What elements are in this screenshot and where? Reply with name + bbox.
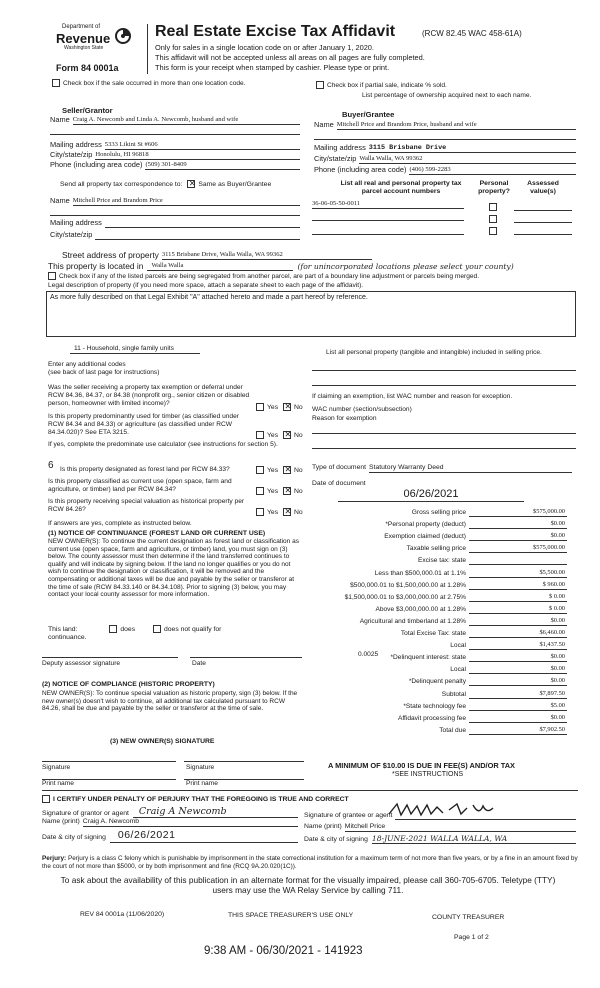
tax-row	[312, 581, 572, 590]
see-instructions: *SEE INSTRUCTIONS	[392, 771, 464, 778]
q-current-use: Is this property classified as current use (open space, farm and agriculture, or timber) land per RCW 84.34?	[48, 478, 232, 493]
yes-label: Yes	[267, 487, 279, 495]
tax-row	[312, 714, 572, 723]
notice-3-title: (3) NEW OWNER(S) SIGNATURE	[110, 738, 215, 745]
tax-row-value[interactable]: $5,500.00	[469, 569, 567, 578]
buyer-phone-label: Phone (including area code)	[314, 165, 407, 174]
buyer-city-row	[314, 155, 576, 164]
certify-checkbox[interactable]	[42, 795, 50, 803]
reason-label: Reason for exemption	[312, 415, 377, 422]
tax-row-label: *Delinquent interest: state	[390, 654, 466, 662]
current-use-no-checkbox[interactable]	[283, 487, 291, 495]
tax-row-value[interactable]: $0.00	[469, 665, 567, 674]
tax-row-value[interactable]: $0.00	[469, 532, 567, 541]
timber-yes-checkbox[interactable]	[256, 431, 264, 439]
alt-format-note: To ask about the availability of this publication in an alternate format for the visually impaired, please call 360-705-6705. Teletype (TTY) users may use the WA Relay Service by calling 711.	[60, 875, 556, 896]
buyer-city-field[interactable]: Walla Walla, WA 99362	[359, 155, 576, 164]
q-timber	[48, 413, 254, 437]
personal-checkbox-1[interactable]	[489, 203, 497, 211]
seller-phone-label: Phone (including area code)	[50, 160, 143, 169]
q-historical-answers	[256, 508, 303, 517]
historical-yes-checkbox[interactable]	[256, 508, 264, 516]
grantee-name-label: Name (print)	[304, 823, 342, 830]
tax-row-label: Gross selling price	[411, 509, 466, 517]
timestamp-stamp: 9:38 AM - 06/30/2021 - 141923	[204, 945, 363, 957]
tax-row-value[interactable]: $0.00	[469, 653, 567, 662]
doc-type-field[interactable]: Statutory Warranty Deed	[369, 464, 572, 473]
tax-row-label: Excise tax: state	[417, 557, 466, 565]
exemption-line-1[interactable]	[312, 433, 576, 434]
personal-heading-1: Personal	[479, 180, 509, 187]
seller-city-row	[50, 151, 300, 160]
signature-label-1: Signature	[42, 764, 71, 771]
buyer-mail-row	[314, 144, 576, 153]
doc-date-label: Date of document	[312, 480, 366, 487]
seller-city-label: City/state/zip	[50, 150, 93, 159]
does-not-qualify-checkbox[interactable]	[153, 625, 161, 633]
forest-no-checkbox[interactable]	[283, 466, 291, 474]
q-timber-answers	[256, 431, 303, 440]
corr-city-row	[50, 231, 300, 240]
local-rate: 0.0025	[358, 651, 379, 658]
checkbox[interactable]	[316, 81, 324, 89]
tax-row-value[interactable]: $575,000.00	[469, 544, 567, 553]
timber-no-checkbox[interactable]	[283, 431, 291, 439]
county-treasurer: COUNTY TREASURER	[432, 914, 505, 921]
new-owner-sig-line-1[interactable]	[42, 761, 176, 762]
exemption-note: If claiming an exemption, list WAC number and reason for exception.	[312, 393, 513, 400]
certify-heading	[42, 795, 349, 804]
buyer-mail-label: Mailing address	[314, 143, 366, 152]
grantor-name-row	[42, 818, 298, 827]
q-historical: Is this property receiving special valuation as historical property per RCW 84.26?	[48, 498, 245, 513]
buyer-heading: Buyer/Grantee	[342, 110, 395, 119]
q-forest: Is this property designated as forest land per RCW 84.33?	[60, 466, 230, 473]
correspondence-row	[60, 180, 271, 189]
unincorporated-note: (for unincorporated locations please select your county)	[297, 261, 514, 271]
grantor-name-field[interactable]: Craig A. Newcomb	[83, 818, 298, 827]
grantor-sig-label: Signature of grantor or agent	[42, 810, 129, 818]
assessed-value-2[interactable]	[514, 222, 572, 223]
tax-row	[312, 556, 572, 565]
personal-heading-2: property?	[478, 188, 510, 196]
same-as-buyer-label: Same as Buyer/Grantee	[198, 180, 272, 188]
tax-row	[312, 677, 572, 686]
tax-row-label: Subtotal	[441, 690, 466, 698]
yes-label: Yes	[267, 508, 279, 516]
parcel-number-1[interactable]: 36-06-05-50-0011	[312, 200, 464, 209]
grantor-sig-row	[42, 806, 298, 818]
partial-sale-label: Check box if partial sale, indicate % sold.	[327, 81, 447, 89]
tax-row	[312, 544, 572, 553]
tax-row	[312, 520, 572, 529]
checkbox[interactable]	[52, 79, 60, 87]
forest-yes-checkbox[interactable]	[256, 466, 264, 474]
this-land-label: This land:	[48, 625, 78, 633]
yes-label: Yes	[267, 431, 279, 439]
additional-codes-1: Enter any additional codes	[48, 361, 126, 368]
buyer-city-label: City/state/zip	[314, 154, 357, 163]
personal-checkbox-3[interactable]	[489, 227, 497, 235]
tax-row	[312, 532, 572, 541]
grantor-date-label: Date & city of signing	[42, 834, 106, 842]
tax-row-value[interactable]: $0.00	[469, 520, 567, 529]
grantee-date-row	[304, 834, 576, 844]
tax-row-label: Total due	[439, 726, 466, 734]
tax-row	[312, 653, 572, 662]
tax-row-value[interactable]: $6,460.00	[469, 629, 567, 638]
checkbox[interactable]	[48, 272, 56, 280]
located-label: This property is located in	[48, 261, 144, 271]
grantee-name-field[interactable]: Mitchell Price	[345, 823, 576, 832]
seller-city-field[interactable]: Honolulu, HI 96818	[95, 151, 300, 160]
tax-row-label: *Personal property (deduct)	[385, 521, 466, 529]
tax-row-value[interactable]: $7,902.50	[469, 726, 567, 735]
tax-row-value[interactable]	[469, 556, 567, 565]
deputy-signature-label: Deputy assessor signature	[42, 660, 121, 667]
tax-row	[312, 508, 572, 517]
perjury-label: Perjury:	[42, 855, 67, 862]
segregating-label: Check box if any of the listed parcels are being segregated from another parcel, are part of a boundary line adjustment or parcels being merged.	[59, 272, 480, 280]
assessed-heading-1: Assessed	[527, 180, 559, 187]
legal-label: Legal description of property (if you need more space, attach a separate sheet to each page of the affidavit).	[48, 282, 364, 289]
buyer-name-row	[314, 121, 576, 130]
street-label: Street address of property	[62, 250, 159, 260]
seller-phone-field[interactable]: (509) 301-8409	[145, 161, 300, 170]
additional-codes-label	[48, 361, 159, 377]
seller-name-label: Name	[50, 115, 70, 124]
no-label: No	[293, 508, 303, 516]
personal-heading	[476, 180, 512, 196]
q-exemption-text: Was the seller receiving a property tax exemption or deferral under RCW 84.36, 84.37, or 84.38 (nonprofit org., senior citizen or disabled person, homeowner with limited income)?	[48, 384, 250, 407]
no-label: No	[293, 487, 303, 495]
tax-row	[312, 629, 572, 638]
exemption-no-checkbox[interactable]	[283, 403, 291, 411]
seller-mail-field[interactable]: 5333 Likini St #606	[105, 141, 300, 150]
grantee-date-field[interactable]: 18-JUNE-2021 WALLA WALLA, WA	[372, 834, 576, 844]
corr-mail-label: Mailing address	[50, 218, 102, 227]
yes-label: Yes	[267, 466, 279, 474]
corr-mail-field[interactable]	[105, 219, 300, 228]
revenue-wordmark: Revenue	[56, 31, 111, 46]
segregating-check[interactable]	[48, 272, 479, 281]
parcel-heading	[326, 180, 476, 196]
grantee-sig-label: Signature of grantee or agent	[304, 811, 393, 819]
no-label: No	[293, 403, 303, 411]
personal-checkbox-2[interactable]	[489, 215, 497, 223]
correspondence-label: Send all property tax correspondence to:	[60, 180, 183, 188]
partial-sale-check[interactable]	[316, 81, 447, 90]
multi-location-label: Check box if the sale occurred in more than one location code.	[63, 79, 246, 87]
doc-date-field[interactable]: 06/26/2021	[338, 488, 524, 502]
doc-type-row	[312, 464, 572, 473]
continuance-label: continuance.	[48, 634, 87, 641]
does-not-label: does not qualify for	[164, 625, 222, 633]
no-label: No	[293, 431, 303, 439]
grantor-signature[interactable]: Craig A Newcomb	[133, 806, 298, 818]
q-predominate: If yes, complete the predominate use calculator (see instructions for section 5).	[48, 441, 278, 448]
parcel-heading-2: parcel account numbers	[361, 188, 441, 196]
form-number: Form 84 0001a	[56, 63, 119, 73]
tax-row-label: Agricultural and timberland at 1.28%	[359, 617, 466, 625]
current-use-yes-checkbox[interactable]	[256, 487, 264, 495]
rcw-reference: (RCW 82.45 WAC 458-61A)	[422, 29, 522, 38]
tax-row-label: Taxable selling price	[406, 545, 466, 553]
corr-name-field[interactable]: Mitchell Price and Brandom Price	[73, 197, 300, 206]
does-qualify-checkbox[interactable]	[109, 625, 117, 633]
assessed-heading	[520, 180, 566, 196]
tax-row-value[interactable]: $575,000.00	[469, 508, 567, 517]
notice-1-title: (1) NOTICE OF CONTINUANCE (FOREST LAND OR CURRENT USE)	[48, 530, 266, 537]
tax-row-value[interactable]: $ 0.00	[469, 605, 567, 614]
does-label: does	[120, 625, 136, 633]
q-current-use-answers	[256, 487, 303, 496]
if-yes-instruction: If answers are yes, complete as instructed below.	[48, 520, 192, 527]
certify-divider	[42, 790, 578, 791]
tax-row-label: Affidavit processing fee	[397, 714, 466, 722]
this-land-row	[48, 625, 221, 634]
seller-mail-row	[50, 141, 300, 150]
tax-row-value[interactable]: $1,437.50	[469, 641, 567, 650]
tax-row-value[interactable]: $5.00	[469, 702, 567, 711]
seller-name-row	[50, 116, 300, 125]
located-field[interactable]: Walla Walla	[147, 262, 293, 271]
tax-row	[312, 605, 572, 614]
tax-row-label: Less than $500,000.01 at 1.1%	[374, 569, 466, 577]
state-line: Washington State	[64, 45, 104, 51]
print-name-label-1: Print name	[42, 780, 74, 787]
print-name-label-2: Print name	[186, 780, 218, 787]
seller-name-field[interactable]: Craig A. Newcomb and Linda A. Newcomb, husband and wife	[73, 116, 300, 125]
tax-row	[312, 726, 572, 735]
q-timber-text: Is this property predominantly used for timber (as classified under RCW 84.34 and 84.33) or agriculture (as classified under RCW 84.34.020)? See ETA 3215.	[48, 413, 239, 436]
tax-row-label: Above $3,000,000.00 at 1.28%	[375, 605, 466, 613]
additional-codes-2: (see back of last page for instructions)	[48, 368, 160, 376]
page-title: Real Estate Excise Tax Affidavit	[155, 23, 396, 40]
multi-location-check[interactable]	[52, 79, 246, 88]
assessed-heading-2: value(s)	[530, 188, 556, 196]
street-field[interactable]: 3115 Brisbane Drive, Walla Walla, WA 99362	[162, 251, 372, 260]
parcel-number-2[interactable]	[312, 220, 464, 221]
corr-city-field[interactable]	[95, 231, 300, 240]
grantor-name-label: Name (print)	[42, 818, 80, 825]
exemption-line-2[interactable]	[312, 448, 576, 449]
parcel-heading-1: List all real and personal property tax	[340, 180, 462, 187]
header-note-3: This form is your receipt when stamped by cashier. Please type or print.	[155, 63, 390, 72]
buyer-name-line-2	[314, 139, 576, 140]
same-as-buyer-checkbox[interactable]	[187, 180, 195, 188]
personal-property-line-2[interactable]	[312, 385, 576, 386]
treasurer-use: THIS SPACE TREASURER'S USE ONLY	[228, 912, 354, 919]
tax-row-value[interactable]: $0.00	[469, 714, 567, 723]
corr-name-line-2	[50, 215, 300, 216]
seller-phone-row	[50, 161, 300, 170]
tax-row	[312, 690, 572, 699]
exemption-yes-checkbox[interactable]	[256, 403, 264, 411]
grantor-date-row	[42, 829, 298, 843]
tax-row-value[interactable]: $ 0.00	[469, 593, 567, 602]
new-owner-sig-line-2[interactable]	[184, 761, 304, 762]
seller-name-line-2	[50, 134, 300, 135]
corr-name-label: Name	[50, 196, 70, 205]
header-note-2: This affidavit will not be accepted unless all areas on all pages are fully completed.	[155, 53, 425, 62]
rev-number: REV 84 0001a (11/06/2020)	[80, 911, 165, 918]
tax-row	[312, 617, 572, 626]
buyer-phone-row	[314, 166, 576, 175]
corr-city-label: City/state/zip	[50, 230, 93, 239]
parcel-number-3[interactable]	[312, 234, 464, 235]
tax-row-value[interactable]: $0.00	[469, 677, 567, 686]
q-exemption	[48, 384, 254, 408]
correspondence-name-row	[50, 197, 300, 206]
tax-row-label: $1,500,000.01 to $3,000,000.00 at 2.75%	[344, 593, 466, 601]
buyer-mail-field[interactable]: 3115 Brisbane Drive	[369, 144, 576, 153]
legal-description-box[interactable]	[46, 291, 576, 337]
tax-row-label: *State technology fee	[403, 702, 466, 710]
grantee-name-row	[304, 823, 576, 832]
buyer-name-label: Name	[314, 120, 334, 129]
grantee-date-label: Date & city of signing	[304, 835, 368, 843]
tax-row	[312, 641, 572, 650]
signature-label-2: Signature	[186, 764, 215, 771]
certify-text: I CERTIFY UNDER PENALTY OF PERJURY THAT THE FOREGOING IS TRUE AND CORRECT	[53, 795, 349, 803]
personal-property-note: List all personal property (tangible and intangible) included in selling price.	[326, 349, 542, 356]
tax-row-label: Local	[450, 642, 466, 650]
use-code-field[interactable]: 11 - Household, single family units	[70, 345, 200, 354]
grantee-signature[interactable]	[395, 806, 576, 820]
tax-row-label: $500,000.01 to $1,500,000.00 at 1.28%	[350, 581, 466, 589]
ownership-note: List percentage of ownership acquired next to each name.	[362, 92, 532, 99]
perjury-note	[42, 855, 578, 870]
personal-property-line-1[interactable]	[312, 370, 576, 371]
notice-2-body: NEW OWNER(S): To continue special valuation as historic property, sign (3) below. If the new owner(s) doesn't wish to continue, all additional tax calculated pursuant to RCW 84.26, shall be due and payable by the seller or transferor at the time of sale.	[42, 690, 298, 713]
header-divider	[147, 24, 148, 74]
tax-row	[312, 569, 572, 578]
no-label: No	[293, 466, 303, 474]
dept-logo	[52, 24, 148, 58]
section-six-number: 6	[48, 460, 54, 471]
seller-mail-label: Mailing address	[50, 140, 102, 149]
located-row	[48, 261, 568, 271]
yes-label: Yes	[267, 403, 279, 411]
page-number: Page 1 of 2	[454, 934, 489, 941]
notice-2-title: (2) NOTICE OF COMPLIANCE (HISTORIC PROPERTY)	[42, 681, 215, 688]
wac-label: WAC number (section/subsection)	[312, 406, 412, 413]
tax-row	[312, 665, 572, 674]
doc-type-label: Type of document	[312, 464, 367, 471]
grantee-sig-row	[304, 806, 576, 820]
tax-row-value[interactable]: $7,897.50	[469, 690, 567, 699]
tax-row-label: Exemption claimed (deduct)	[384, 533, 466, 541]
minimum-due-note: A MINIMUM OF $10.00 IS DUE IN FEE(S) AND/OR TAX	[328, 761, 515, 770]
tax-row	[312, 702, 572, 711]
deputy-date-label: Date	[192, 660, 206, 667]
corr-mail-row	[50, 219, 300, 228]
grantee-signature-scribble	[387, 802, 507, 818]
q-exemption-answers	[256, 403, 303, 412]
street-row	[62, 250, 372, 260]
buyer-phone-field[interactable]: (406) 599-2283	[409, 166, 576, 175]
buyer-name-field[interactable]: Mitchell Price and Brandom Price, husband and wife	[337, 121, 576, 130]
tax-row-label: Local	[450, 666, 466, 674]
perjury-text: Perjury is a class C felony which is punishable by imprisonment in the state correctional institution for a maximum term of not more than five years, or by a fine in an amount fixed by the court of not more than $5000, or by both imprisonment and fine (RCQ 9A.20.020(1C)).	[42, 855, 578, 870]
revenue-logo-icon	[114, 27, 132, 45]
historical-no-checkbox[interactable]	[283, 508, 291, 516]
tax-row-label: Total Excise Tax: state	[400, 630, 466, 638]
seller-heading: Seller/Grantor	[62, 106, 113, 115]
tax-row	[312, 593, 572, 602]
tax-row-value[interactable]: $ 960.00	[469, 581, 567, 590]
legal-description: As more fully described on that Legal Exhibit "A" attached hereto and made a part hereof by reference.	[50, 294, 368, 301]
grantor-date-field[interactable]: 06/26/2021	[110, 829, 298, 843]
assessed-value-1[interactable]	[514, 210, 572, 211]
deputy-signature-line[interactable]	[42, 657, 178, 658]
tax-row-label: *Delinquent penalty	[408, 678, 466, 686]
q-forest-answers	[256, 466, 303, 475]
notice-1-body: NEW OWNER(S): To continue the current designation as forest land or classification as current use (open space, farm and agriculture, or timber) land, you must sign on (3) below. The county assessor must then determine if the land transferred continues to qualify and will indicate by signing below. If the land no longer qualifies or you do not wish to continue the designation or classification, it will be removed and the compensating or additional taxes will be due and payable by the seller or transferor at the time of sale (RCW 84.33.140 or 84.34.108). Prior to signing (3) below, you may contact your local county assessor for more information.	[48, 538, 299, 599]
deputy-date-line[interactable]	[190, 657, 302, 658]
assessed-value-3[interactable]	[514, 234, 572, 235]
dept-line: Department of	[62, 24, 101, 30]
header-note-1: Only for sales in a single location code on or after January 1, 2020.	[155, 43, 374, 52]
tax-row-value[interactable]: $0.00	[469, 617, 567, 626]
